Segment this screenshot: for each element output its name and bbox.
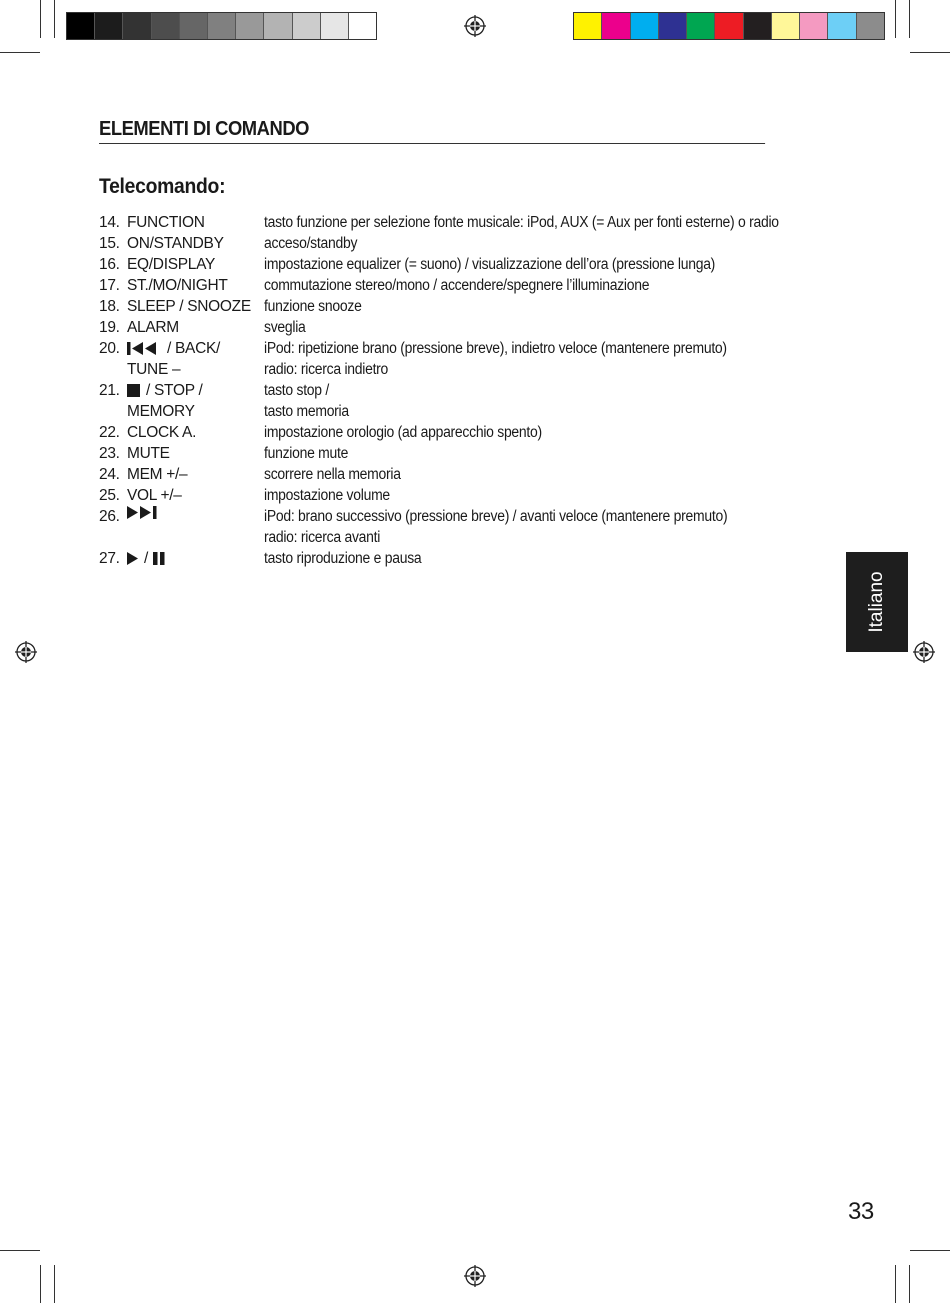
item-key-label: / (144, 550, 149, 567)
list-item (99, 212, 829, 233)
list-item (99, 401, 829, 422)
list-item (99, 380, 829, 401)
registration-mark-icon (464, 1265, 486, 1287)
item-key (127, 506, 167, 519)
crop-mark (909, 0, 910, 38)
item-number: 24. (99, 466, 120, 483)
item-key-label: / BACK/ (167, 340, 221, 357)
color-swatch (631, 13, 659, 39)
color-swatch (264, 13, 292, 39)
item-number: 20. (99, 340, 120, 357)
item-key: EQ/DISPLAY (127, 256, 216, 273)
item-description: scorrere nella memoria (264, 466, 401, 483)
item-key: ALARM (127, 319, 179, 336)
item-number: 27. (99, 550, 120, 567)
item-key: MUTE (127, 445, 170, 462)
list-item (99, 527, 829, 548)
item-number: 19. (99, 319, 120, 336)
color-swatch (857, 13, 884, 39)
item-description: acceso/standby (264, 235, 358, 252)
item-description: radio: ricerca indietro (264, 361, 389, 378)
page-number: 33 (848, 1198, 874, 1225)
item-description: commutazione stereo/mono / accendere/spegnere l’illuminazione (264, 277, 650, 294)
crop-mark (0, 1250, 40, 1251)
crop-mark (0, 52, 40, 53)
item-number: 26. (99, 508, 120, 525)
grayscale-calibration-bar (66, 12, 377, 40)
color-swatch (687, 13, 715, 39)
item-description: tasto riproduzione e pausa (264, 550, 422, 567)
color-swatch (800, 13, 828, 39)
color-swatch (293, 13, 321, 39)
item-key-label: / STOP / (146, 382, 203, 399)
list-item (99, 338, 829, 359)
list-item (99, 359, 829, 380)
list-item (99, 317, 829, 338)
item-key: ON/STANDBY (127, 235, 224, 252)
list-item (99, 548, 829, 569)
item-number: 14. (99, 214, 120, 231)
item-key: MEMORY (127, 403, 195, 420)
list-item (99, 506, 829, 527)
item-key (127, 380, 202, 401)
language-tab-label: Italiano (866, 571, 887, 633)
item-key: SLEEP / SNOOZE (127, 298, 251, 315)
item-description: tasto memoria (264, 403, 349, 420)
item-number: 25. (99, 487, 120, 504)
color-swatch (715, 13, 743, 39)
item-description: iPod: brano successivo (pressione breve) / avanti veloce (mantenere premuto) (264, 508, 728, 525)
item-number: 15. (99, 235, 120, 252)
list-item (99, 254, 829, 275)
crop-mark (910, 1250, 950, 1251)
item-description: sveglia (264, 319, 306, 336)
skip-back-icon (127, 342, 161, 355)
registration-mark-icon (913, 641, 935, 663)
item-key: TUNE – (127, 361, 181, 378)
item-number: 16. (99, 256, 120, 273)
list-item (99, 296, 829, 317)
color-swatch (602, 13, 630, 39)
color-calibration-bar (573, 12, 885, 40)
item-description: impostazione equalizer (= suono) / visualizzazione dell’ora (pressione lunga) (264, 256, 716, 273)
item-number: 18. (99, 298, 120, 315)
color-swatch (208, 13, 236, 39)
item-key: MEM +/– (127, 466, 188, 483)
item-description: radio: ricerca avanti (264, 529, 381, 546)
color-swatch (321, 13, 349, 39)
list-item (99, 233, 829, 254)
item-description: tasto funzione per selezione fonte musicale: iPod, AUX (= Aux per fonti esterne) o radio (264, 214, 779, 231)
crop-mark (54, 0, 55, 38)
crop-mark (895, 0, 896, 38)
skip-forward-icon (127, 506, 161, 519)
list-item (99, 443, 829, 464)
item-key (127, 338, 220, 359)
item-key (127, 548, 165, 569)
crop-mark (895, 1265, 896, 1303)
item-number: 23. (99, 445, 120, 462)
item-key: VOL +/– (127, 487, 182, 504)
item-description: impostazione volume (264, 487, 390, 504)
language-tab (846, 552, 908, 652)
list-item (99, 275, 829, 296)
item-number: 22. (99, 424, 120, 441)
color-swatch (574, 13, 602, 39)
item-number: 17. (99, 277, 120, 294)
crop-mark (40, 1265, 41, 1303)
section-title: ELEMENTI DI COMANDO (99, 118, 765, 144)
item-key: FUNCTION (127, 214, 205, 231)
list-item (99, 464, 829, 485)
item-key: ST./MO/NIGHT (127, 277, 228, 294)
crop-mark (910, 52, 950, 53)
item-description: iPod: ripetizione brano (pressione breve), indietro veloce (mantenere premuto) (264, 340, 727, 357)
item-description: tasto stop / (264, 382, 330, 399)
color-swatch (180, 13, 208, 39)
item-description: funzione snooze (264, 298, 362, 315)
crop-mark (40, 0, 41, 38)
stop-icon (127, 384, 140, 397)
color-swatch (123, 13, 151, 39)
item-description: impostazione orologio (ad apparecchio spento) (264, 424, 542, 441)
color-swatch (772, 13, 800, 39)
list-item (99, 485, 829, 506)
remote-control-list (99, 212, 829, 569)
pause-icon (153, 552, 165, 565)
play-icon (127, 552, 138, 565)
item-key: CLOCK A. (127, 424, 197, 441)
color-swatch (95, 13, 123, 39)
color-swatch (67, 13, 95, 39)
list-item (99, 422, 829, 443)
registration-mark-icon (464, 15, 486, 37)
color-swatch (828, 13, 856, 39)
color-swatch (236, 13, 264, 39)
color-swatch (659, 13, 687, 39)
item-number: 21. (99, 382, 120, 399)
color-swatch (349, 13, 376, 39)
subsection-title: Telecomando: (99, 175, 226, 198)
registration-mark-icon (15, 641, 37, 663)
crop-mark (54, 1265, 55, 1303)
item-description: funzione mute (264, 445, 349, 462)
crop-mark (909, 1265, 910, 1303)
color-swatch (152, 13, 180, 39)
color-swatch (744, 13, 772, 39)
